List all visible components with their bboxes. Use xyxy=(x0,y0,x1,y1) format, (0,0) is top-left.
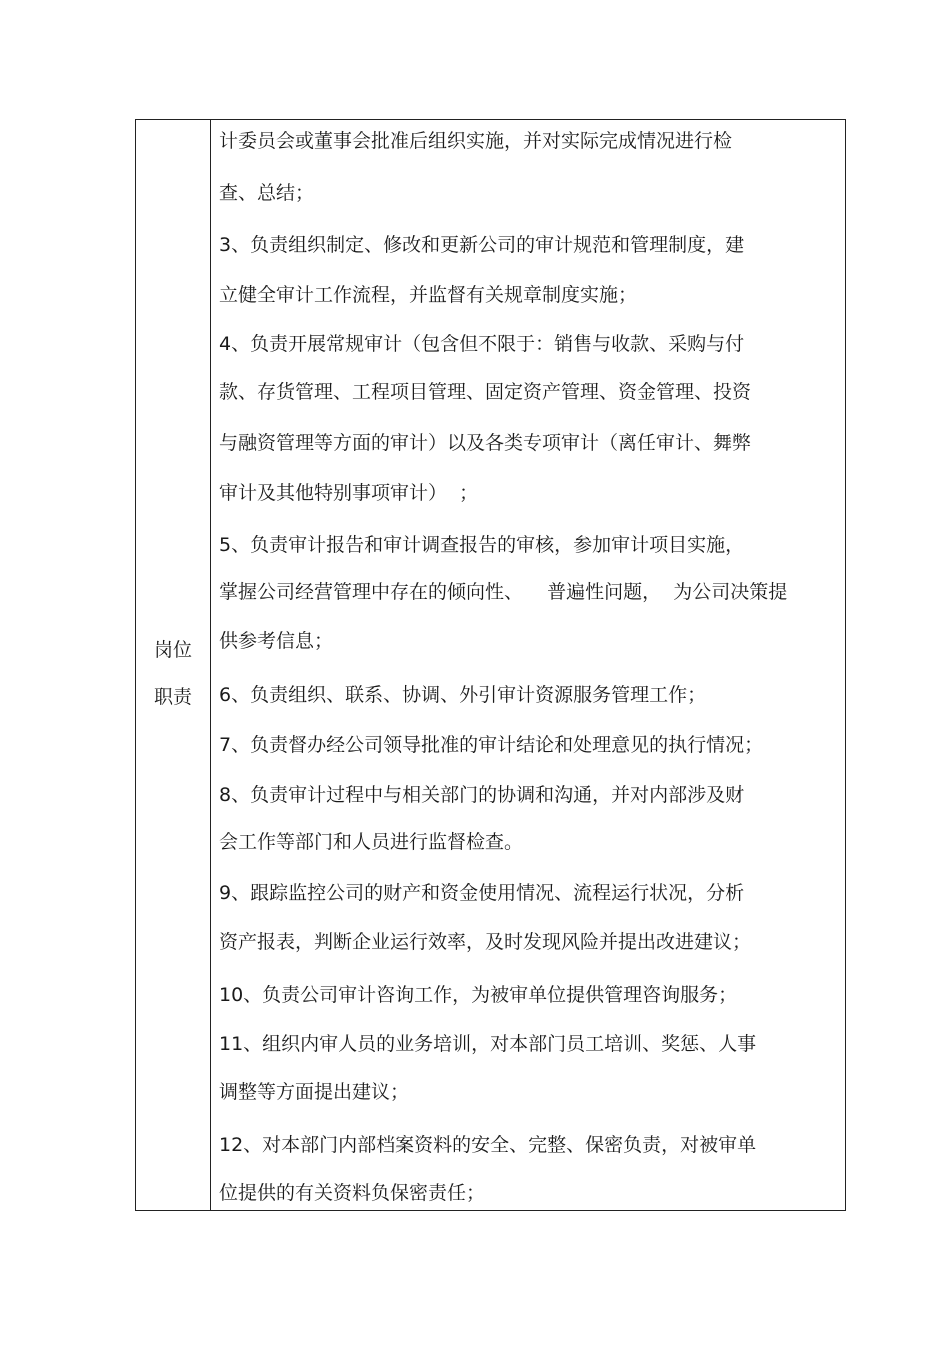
duty-line: 立健全审计工作流程，并监督有关规章制度实施； xyxy=(219,284,638,306)
duty-line: 审计及其他特别事项审计） ； xyxy=(219,482,479,504)
duty-line: 12、对本部门内部档案资料的安全、完整、保密负责，对被审单 xyxy=(219,1134,757,1156)
label-cell xyxy=(137,119,209,1211)
duty-line: 资产报表，判断企业运行效率，及时发现风险并提出改进建议； xyxy=(219,931,752,953)
duty-line: 10、负责公司审计咨询工作，为被审单位提供管理咨询服务； xyxy=(219,984,738,1006)
duty-line: 位提供的有关资料负保密责任； xyxy=(219,1182,486,1204)
duty-line: 4、负责开展常规审计（包含但不限于：销售与收款、采购与付 xyxy=(219,333,745,355)
duty-line: 查、总结； xyxy=(219,182,315,204)
duty-line: 8、负责审计过程中与相关部门的协调和沟通，并对内部涉及财 xyxy=(219,784,745,806)
duty-line: 7、负责督办经公司领导批准的审计结论和处理意见的执行情况； xyxy=(219,734,764,756)
duty-line: 5、负责审计报告和审计调查报告的审核，参加审计项目实施， xyxy=(219,534,745,556)
duty-line: 款、存货管理、工程项目管理、固定资产管理、资金管理、投资 xyxy=(219,381,752,403)
duty-line: 6、负责组织、联系、协调、外引审计资源服务管理工作； xyxy=(219,684,707,706)
duty-line: 3、负责组织制定、修改和更新公司的审计规范和管理制度，建 xyxy=(219,234,745,256)
column-divider xyxy=(210,119,211,1211)
duty-line: 与融资管理等方面的审计）以及各类专项审计（离任审计、舞弊 xyxy=(219,432,752,454)
cell-label-line-2: 职责 xyxy=(153,686,192,708)
duty-line: 9、跟踪监控公司的财产和资金使用情况、流程运行状况，分析 xyxy=(219,882,745,904)
cell-label xyxy=(153,609,193,721)
duty-line: 调整等方面提出建议； xyxy=(219,1081,410,1103)
duty-line: 掌握公司经营管理中存在的倾向性、 普遍性问题， 为公司决策提 xyxy=(219,581,788,603)
duty-line: 11、组织内审人员的业务培训，对本部门员工培训、奖惩、人事 xyxy=(219,1033,757,1055)
cell-label-line-1: 岗位 xyxy=(153,639,192,661)
duty-line: 会工作等部门和人员进行监督检查。 xyxy=(219,831,524,853)
duty-line: 计委员会或董事会批准后组织实施，并对实际完成情况进行检 xyxy=(219,130,733,152)
duty-line: 供参考信息； xyxy=(219,630,334,652)
